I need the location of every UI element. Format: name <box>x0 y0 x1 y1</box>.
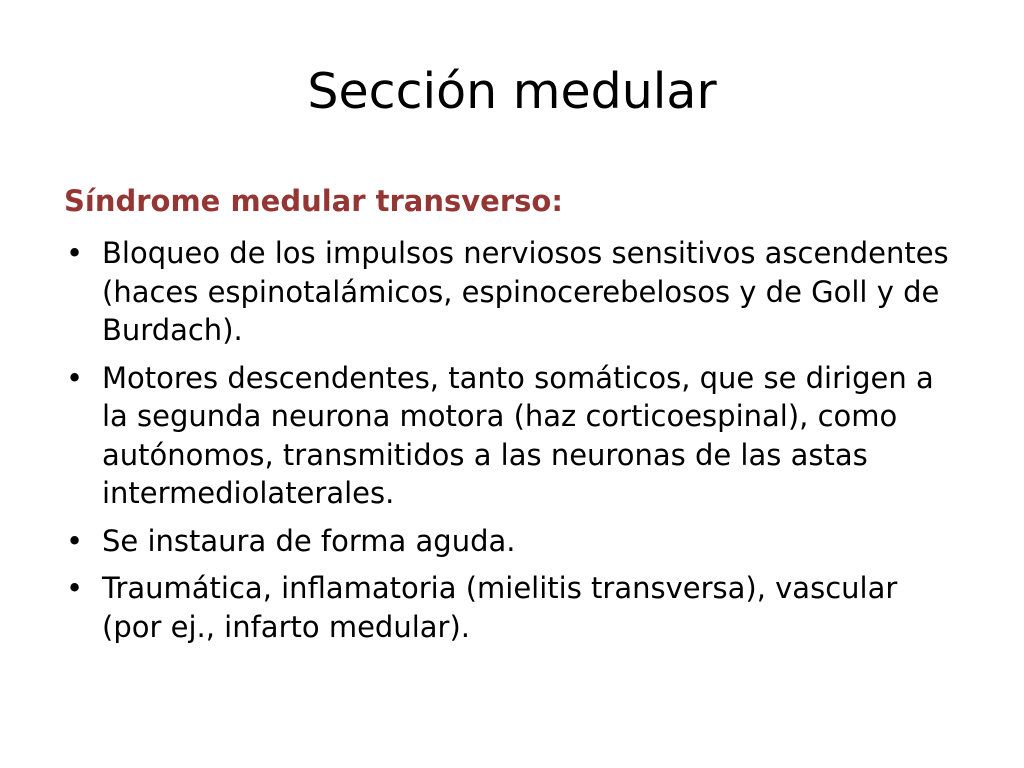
bullet-item <box>64 234 964 350</box>
slide-subheading: Síndrome medular transverso: <box>64 184 563 218</box>
bullet-icon: • <box>66 236 84 270</box>
bullet-item <box>64 359 964 513</box>
bullet-text: Motores descendentes, tanto somáticos, que se dirigen a la segunda neurona motora (haz corticoespinal), como autónomos, transmitidos a las neuronas de las astas intermediolaterales. <box>102 360 934 510</box>
bullet-text: Traumática, inflamatoria (mielitis transversa), vascular (por ej., infarto medular). <box>102 571 898 644</box>
bullet-item <box>64 522 964 561</box>
bullet-text: Bloqueo de los impulsos nerviosos sensitivos ascendentes (haces espinotalámicos, espinocerebelosos y de Goll y de Burdach). <box>102 236 949 347</box>
bullet-item <box>64 569 964 646</box>
bullet-text: Se instaura de forma aguda. <box>102 523 516 558</box>
bullet-icon: • <box>66 523 84 558</box>
bullet-icon: • <box>66 360 84 395</box>
bullet-icon: • <box>66 571 84 605</box>
slide-title: Sección medular <box>307 63 717 120</box>
bullet-list <box>64 234 964 655</box>
